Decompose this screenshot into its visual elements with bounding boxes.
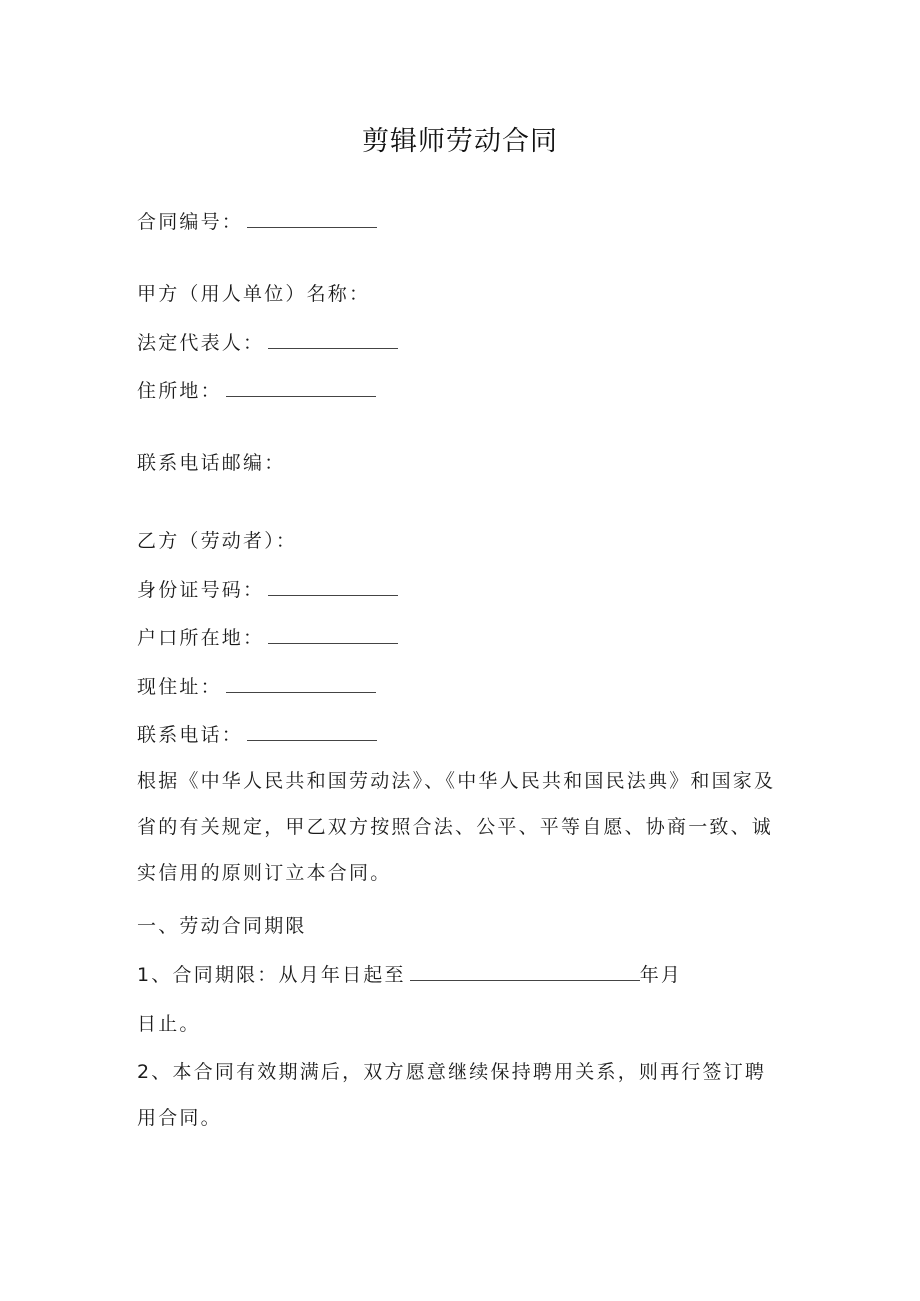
- party-a-name-label: 甲方（用人单位）名称：: [137, 283, 371, 305]
- id-number-row: [137, 575, 398, 604]
- term-item-1-row: [137, 960, 682, 989]
- party-a-phone-postcode-label: 联系电话邮编：: [137, 452, 286, 474]
- hukou-blank[interactable]: [268, 623, 398, 644]
- party-b-heading: 乙方（劳动者）：: [137, 530, 298, 552]
- party-b-phone-blank[interactable]: [247, 720, 377, 741]
- document-title: 剪辑师劳动合同: [362, 126, 558, 157]
- party-a-name-row: [137, 280, 370, 308]
- section-1-heading: 一、劳动合同期限: [137, 915, 307, 937]
- current-address-row: [137, 672, 376, 701]
- id-number-label: 身份证号码：: [137, 579, 265, 601]
- legal-rep-blank[interactable]: [268, 328, 398, 349]
- term-item-2-paragraph: 2、本合同有效期满后，双方愿意继续保持聘用关系，则再行签订聘用合同。: [137, 1061, 767, 1129]
- party-a-address-row: [137, 376, 376, 405]
- party-b-phone-row: [137, 720, 377, 749]
- current-address-label: 现住址：: [137, 676, 222, 698]
- term-end-date-blank[interactable]: [410, 960, 640, 981]
- party-b-phone-label: 联系电话：: [137, 724, 244, 746]
- term-item-1-prefix: 1、合同期限：从月年日起至: [137, 964, 406, 986]
- id-number-blank[interactable]: [268, 575, 398, 596]
- party-b-heading-row: [137, 527, 297, 555]
- contract-number-row: [137, 207, 377, 236]
- preamble-paragraph: 根据《中华人民共和国劳动法》、《中华人民共和国民法典》和国家及省的有关规定，甲乙双方按照合法、公平、平等自愿、协商一致、诚实信用的原则订立本合同。: [137, 770, 776, 884]
- term-item-1-end: 日止。: [137, 1013, 201, 1035]
- party-a-address-blank[interactable]: [226, 376, 376, 397]
- contract-number-label: 合同编号：: [137, 211, 244, 233]
- party-a-address-label: 住所地：: [137, 380, 222, 402]
- legal-rep-label: 法定代表人：: [137, 332, 265, 354]
- party-a-phone-row: [137, 449, 285, 477]
- hukou-row: [137, 623, 398, 652]
- current-address-blank[interactable]: [226, 672, 376, 693]
- term-item-1-suffix: 年月: [639, 964, 683, 986]
- legal-rep-row: [137, 328, 398, 357]
- contract-number-blank[interactable]: [247, 207, 377, 228]
- hukou-label: 户口所在地：: [137, 627, 265, 649]
